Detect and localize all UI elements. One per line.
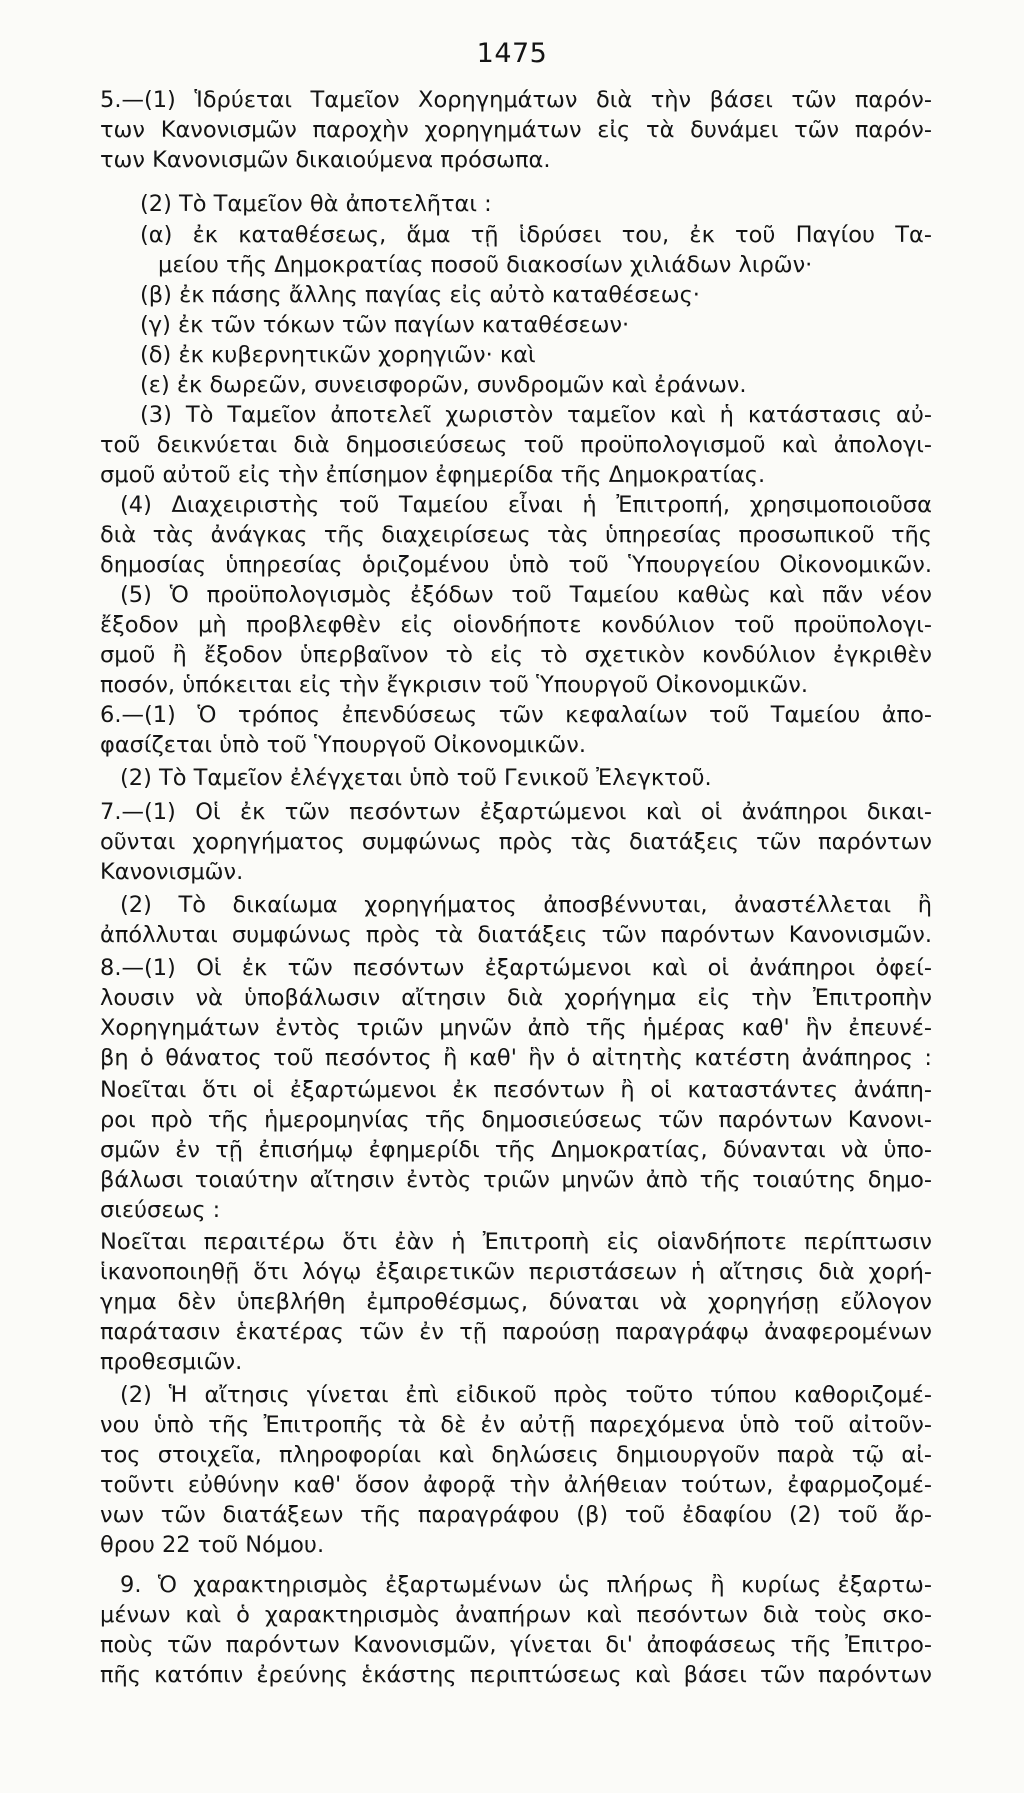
text-line: (2) Ἡ αἴτησις γίνεται ἐπὶ εἰδικοῦ πρὸς τοῦτο τύπου καθοριζομέ-: [120, 1382, 932, 1408]
text-line: μένων καὶ ὁ χαρακτηρισμὸς ἀναπήρων καὶ πεσόντων διὰ τοὺς σκο-: [100, 1602, 932, 1628]
text-line: ποὺς τῶν παρόντων Κανονισμῶν, γίνεται δι' ἀποφάσεως τῆς Ἐπιτρο-: [100, 1632, 932, 1658]
text-line: Νοεῖται περαιτέρω ὅτι ἐὰν ἡ Ἐπιτροπὴ εἰς οἱανδήποτε περίπτωσιν: [100, 1229, 932, 1255]
text-line: Χορηγημάτων ἐντὸς τριῶν μηνῶν ἀπὸ τῆς ἡμέρας καθ' ἣν ἐπευνέ-: [100, 1015, 932, 1041]
text-line: των Κανονισμῶν παροχὴν χορηγημάτων εἰς τὰ δυνάμει τῶν παρόν-: [100, 117, 932, 143]
text-line: βάλωσι τοιαύτην αἴτησιν ἐντὸς τριῶν μηνῶν ἀπὸ τῆς τοιαύτης δημο-: [100, 1167, 932, 1193]
text-line: των Κανονισμῶν δικαιούμενα πρόσωπα.: [100, 147, 551, 173]
text-line: μείου τῆς Δημοκρατίας ποσοῦ διακοσίων χιλιάδων λιρῶν·: [158, 252, 813, 278]
text-line: (2) Τὸ Ταμεῖον ἐλέγχεται ὑπὸ τοῦ Γενικοῦ Ἐλεγκτοῦ.: [120, 765, 712, 791]
text-line: ποσόν, ὑπόκειται εἰς τὴν ἔγκρισιν τοῦ Ὑπουργοῦ Οἰκονομικῶν.: [100, 672, 809, 698]
text-line: 8.—(1) Οἱ ἐκ τῶν πεσόντων ἐξαρτώμενοι καὶ οἱ ἀνάπηροι ὀφεί-: [100, 955, 932, 981]
text-line: Νοεῖται ὅτι οἱ ἐξαρτώμενοι ἐκ πεσόντων ἢ οἱ καταστάντες ἀνάπη-: [100, 1077, 932, 1103]
text-line: πῆς κατόπιν ἐρεύνης ἑκάστης περιπτώσεως καὶ βάσει τῶν παρόντων: [100, 1662, 932, 1688]
text-line: προθεσμιῶν.: [100, 1349, 243, 1375]
text-line: (4) Διαχειριστὴς τοῦ Ταμείου εἶναι ἡ Ἐπιτροπή, χρησιμοποιοῦσα: [120, 492, 932, 518]
text-line: οῦνται χορηγήματος συμφώνως πρὸς τὰς διατάξεις τῶν παρόντων: [100, 829, 932, 855]
text-line: ἔξοδον μὴ προβλεφθὲν εἰς οἱονδήποτε κονδύλιον τοῦ προϋπολογι-: [100, 612, 932, 638]
text-line: (β) ἐκ πάσης ἄλλης παγίας εἰς αὐτὸ καταθέσεως·: [140, 282, 700, 308]
text-line: σμοῦ αὐτοῦ εἰς τὴν ἐπίσημον ἐφημερίδα τῆς Δημοκρατίας.: [100, 462, 766, 488]
text-line: δημοσίας ὑπηρεσίας ὁριζομένου ὑπὸ τοῦ Ὑπουργείου Οἰκονομικῶν.: [100, 552, 932, 578]
text-line: ἱκανοποιηθῇ ὅτι λόγῳ ἐξαιρετικῶν περιστάσεων ἡ αἴτησις διὰ χορή-: [100, 1259, 932, 1285]
text-line: παράτασιν ἑκατέρας τῶν ἐν τῇ παρούσῃ παραγράφῳ ἀναφερομένων: [100, 1319, 932, 1345]
text-line: διὰ τὰς ἀνάγκας τῆς διαχειρίσεως τὰς ὑπηρεσίας προσωπικοῦ τῆς: [100, 522, 932, 548]
text-line: τοῦ δεικνύεται διὰ δημοσιεύσεως τοῦ προϋπολογισμοῦ καὶ ἀπολογι-: [100, 432, 932, 458]
text-line: (ε) ἐκ δωρεῶν, συνεισφορῶν, συνδρομῶν καὶ ἐράνων.: [140, 372, 747, 398]
text-line: (3) Τὸ Ταμεῖον ἀποτελεῖ χωριστὸν ταμεῖον καὶ ἡ κατάστασις αὐ-: [140, 402, 932, 428]
text-line: θρου 22 τοῦ Νόμου.: [100, 1532, 325, 1558]
text-line: νου ὑπὸ τῆς Ἐπιτροπῆς τὰ δὲ ἐν αὐτῇ παρεχόμενα ὑπὸ τοῦ αἰτοῦν-: [100, 1412, 932, 1438]
text-line: λουσιν νὰ ὑποβάλωσιν αἴτησιν διὰ χορήγημα εἰς τὴν Ἐπιτροπὴν: [100, 985, 932, 1011]
text-line: (δ) ἐκ κυβερνητικῶν χορηγιῶν· καὶ: [140, 342, 536, 368]
text-line: 9. Ὁ χαρακτηρισμὸς ἐξαρτωμένων ὡς πλήρως ἢ κυρίως ἐξαρτω-: [120, 1572, 932, 1598]
text-line: (5) Ὁ προϋπολογισμὸς ἐξόδων τοῦ Ταμείου καθὼς καὶ πᾶν νέον: [120, 582, 932, 608]
text-line: νων τῶν διατάξεων τῆς παραγράφου (β) τοῦ ἐδαφίου (2) τοῦ ἄρ-: [100, 1502, 932, 1528]
text-line: βη ὁ θάνατος τοῦ πεσόντος ἢ καθ' ἣν ὁ αἰτητὴς κατέστη ἀνάπηρος :: [100, 1045, 932, 1071]
text-line: 5.—(1) Ἱδρύεται Ταμεῖον Χορηγημάτων διὰ τὴν βάσει τῶν παρόν-: [100, 87, 932, 113]
text-line: (2) Τὸ Ταμεῖον θὰ ἀποτελῆται :: [140, 191, 492, 217]
text-line: σμοῦ ἢ ἔξοδον ὑπερβαῖνον τὸ εἰς τὸ σχετικὸν κονδύλιον ἐγκριθὲν: [100, 642, 932, 668]
text-line: γημα δὲν ὑπεβλήθη ἐμπροθέσμως, δύναται νὰ χορηγήσῃ εὔλογον: [100, 1289, 932, 1315]
text-line: σμῶν ἐν τῇ ἐπισήμῳ ἐφημερίδι τῆς Δημοκρατίας, δύνανται νὰ ὑπο-: [100, 1137, 932, 1163]
page-number: 1475: [476, 38, 548, 69]
text-line: 7.—(1) Οἱ ἐκ τῶν πεσόντων ἐξαρτώμενοι καὶ οἱ ἀνάπηροι δικαι-: [100, 799, 932, 825]
text-line: (γ) ἐκ τῶν τόκων τῶν παγίων καταθέσεων·: [140, 312, 630, 338]
text-line: τοῦντι εὐθύνην καθ' ὅσον ἀφορᾷ τὴν ἀλήθειαν τούτων, ἐφαρμοζομέ-: [100, 1472, 932, 1498]
text-line: τος στοιχεῖα, πληροφορίαι καὶ δηλώσεις δημιουργοῦν παρὰ τῷ αἰ-: [100, 1442, 932, 1468]
text-line: σιεύσεως :: [100, 1197, 221, 1223]
text-line: Κανονισμῶν.: [100, 859, 244, 885]
text-line: (2) Τὸ δικαίωμα χορηγήματος ἀποσβέννυται, ἀναστέλλεται ἢ: [120, 892, 932, 918]
text-line: ἀπόλλυται συμφώνως πρὸς τὰ διατάξεις τῶν παρόντων Κανονισμῶν.: [100, 922, 932, 948]
text-line: (α) ἐκ καταθέσεως, ἅμα τῇ ἱδρύσει του, ἐκ τοῦ Παγίου Τα-: [140, 222, 932, 248]
text-line: 6.—(1) Ὁ τρόπος ἐπενδύσεως τῶν κεφαλαίων τοῦ Ταμείου ἀπο-: [100, 702, 932, 728]
text-line: φασίζεται ὑπὸ τοῦ Ὑπουργοῦ Οἰκονομικῶν.: [100, 732, 586, 758]
text-line: ροι πρὸ τῆς ἡμερομηνίας τῆς δημοσιεύσεως τῶν παρόντων Κανονι-: [100, 1107, 932, 1133]
